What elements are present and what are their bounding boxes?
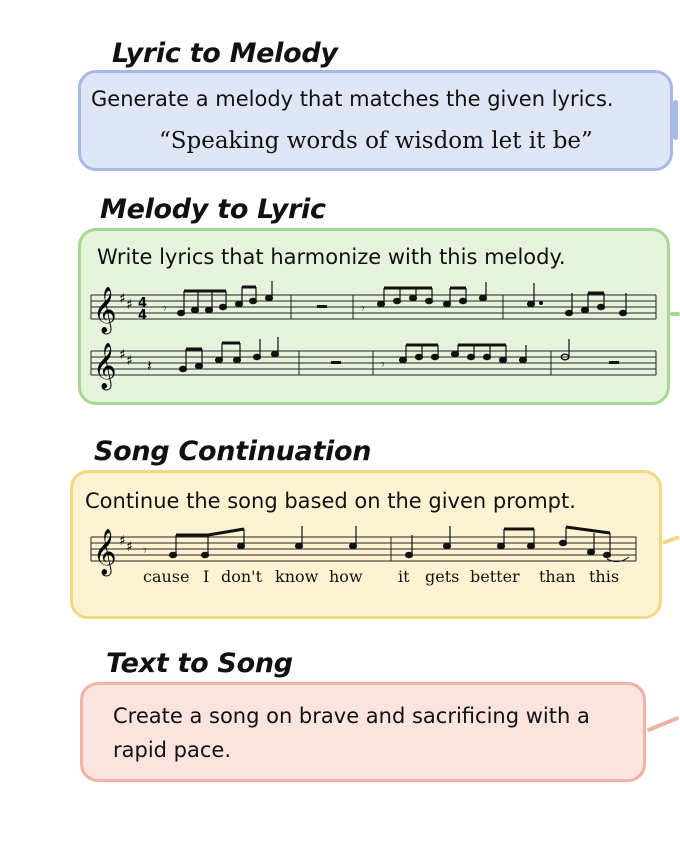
song-continuation-instruction: Continue the song based on the given prompt. <box>85 489 576 513</box>
text-to-song-connector <box>646 716 679 732</box>
text-to-song-instruction: Create a song on brave and sacrificing with a rapid pace. <box>113 704 590 762</box>
lyric-word: gets <box>425 567 460 586</box>
sharp-icon: ♯ <box>126 539 133 555</box>
melody-staff-2 <box>91 341 661 401</box>
lyric-word: better <box>470 567 520 586</box>
sharp-icon: ♯ <box>126 297 133 313</box>
song-continuation-title: Song Continuation <box>94 436 372 467</box>
time-signature-icon: 4 <box>138 308 148 323</box>
sharp-icon: ♯ <box>119 291 126 307</box>
lyric-to-melody-box <box>78 70 673 171</box>
lyric-to-melody-quote: “Speaking words of wisdom let it be” <box>159 128 593 154</box>
treble-clef-icon: 𝄞 <box>93 529 117 575</box>
lyric-word: it <box>398 567 410 586</box>
melody-to-lyric-title: Melody to Lyric <box>100 194 326 225</box>
sharp-icon: ♯ <box>119 533 126 549</box>
svg-text:𝄾: 𝄾 <box>163 301 167 317</box>
rest-icon: 𝄽 <box>147 356 152 375</box>
lyric-word: I <box>203 567 210 586</box>
treble-clef-icon: 𝄞 <box>93 343 117 389</box>
lyric-word: how <box>329 567 363 586</box>
lyric-word: don't <box>221 567 263 586</box>
melody-to-lyric-instruction: Write lyrics that harmonize with this melody. <box>97 245 566 269</box>
lyric-word: than <box>539 567 576 586</box>
lyric-word: know <box>275 567 319 586</box>
svg-text:𝄾: 𝄾 <box>143 543 147 559</box>
svg-text:𝄾: 𝄾 <box>381 357 385 373</box>
melody-to-lyric-box <box>78 228 670 405</box>
lyric-to-melody-connector <box>673 100 678 140</box>
sharp-icon: ♯ <box>126 353 133 369</box>
sharp-icon: ♯ <box>119 347 126 363</box>
lyric-to-melody-title: Lyric to Melody <box>112 38 338 69</box>
song-continuation-box <box>70 470 662 619</box>
time-signature-icon: 4 <box>138 296 148 311</box>
melody-to-lyric-connector <box>670 312 680 316</box>
song-continuation-connector <box>662 535 680 545</box>
lyric-to-melody-instruction: Generate a melody that matches the given lyrics. <box>91 87 614 111</box>
lyric-word: this <box>589 567 620 586</box>
lyric-word: cause <box>143 567 190 586</box>
text-to-song-box <box>80 682 646 782</box>
treble-clef-icon: 𝄞 <box>93 287 117 333</box>
svg-text:𝄾: 𝄾 <box>361 301 365 317</box>
text-to-song-title: Text to Song <box>106 648 293 679</box>
melody-staff-1 <box>91 285 661 345</box>
